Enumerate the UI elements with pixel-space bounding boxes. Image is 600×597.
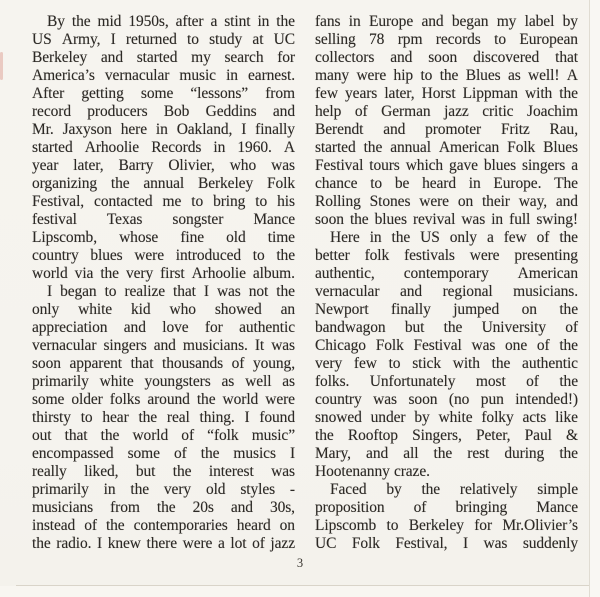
text-line: Mr. Jaxyson here in Oakland, I finally <box>32 121 295 138</box>
text-line: year later, Barry Olivier, who was <box>32 157 295 174</box>
text-line: Here in the US only a few of the <box>330 229 578 246</box>
text-line: really liked, but the interest was <box>32 463 295 480</box>
text-line: chance to be heard in Europe. The <box>315 175 578 192</box>
text-line: better folk festivals were presenting <box>315 247 578 264</box>
text-line: Berkeley and started my search for <box>32 49 295 66</box>
text-line: Faced by the relatively simple <box>330 481 578 498</box>
text-columns <box>32 13 578 553</box>
text-line: vernacular singers and musicians. It was <box>32 337 295 354</box>
scan-edge-bottom-strip <box>0 586 600 597</box>
text-line: started Arhoolie Records in 1960. A <box>32 139 295 156</box>
text-line: selling 78 rpm records to European <box>315 31 578 48</box>
text-line: Lipscomb to Berkeley for Mr.Olivier’s <box>315 517 578 534</box>
text-line: Festival, contacted me to bring to his <box>32 193 295 210</box>
text-line: I began to realize that I was not the <box>47 283 295 300</box>
text-line: fans in Europe and began my label by <box>315 13 578 30</box>
text-line: Mary, and all the rest during the <box>315 445 578 462</box>
text-line: By the mid 1950s, after a stint in the <box>47 13 295 30</box>
text-line: snowed under by white folky acts like <box>315 409 578 426</box>
text-line: appreciation and love for authentic <box>32 319 295 336</box>
text-line: few years later, Horst Lippman with the <box>315 85 578 102</box>
text-line: instead of the contemporaries heard on <box>32 517 295 534</box>
text-line: US Army, I returned to study at UC <box>32 31 295 48</box>
text-line: musicians from the 20s and 30s, <box>32 499 295 516</box>
text-line: soon the blues revival was in full swing! <box>315 211 578 228</box>
text-line: Chicago Folk Festival was one of the <box>315 337 578 354</box>
text-line: Berendt and promoter Fritz Rau, <box>315 121 578 138</box>
scan-edge-left-smudge <box>0 52 3 80</box>
text-line: America’s vernacular music in earnest. <box>32 67 295 84</box>
text-line: started the annual American Folk Blues <box>315 139 578 156</box>
text-line: thirsty to hear the real thing. I found <box>32 409 295 426</box>
text-line: country was soon (no pun intended!) <box>315 391 578 408</box>
text-line: proposition of bringing Mance <box>315 499 578 516</box>
text-line: country blues were introduced to the <box>32 247 295 264</box>
text-line: primarily white youngsters as well as <box>32 373 295 390</box>
text-line: Newport finally jumped on the <box>315 301 578 318</box>
text-line: some older folks around the world were <box>32 391 295 408</box>
page-number: 3 <box>296 556 304 570</box>
text-line: the Rooftop Singers, Peter, Paul & <box>315 427 578 444</box>
text-line: encompassed some of the musics I <box>32 445 295 462</box>
text-line: vernacular and regional musicians. <box>315 283 578 300</box>
text-line: record producers Bob Geddins and <box>32 103 295 120</box>
text-line: only white kid who showed an <box>32 301 295 318</box>
text-line: the radio. I knew there were a lot of jazz <box>32 535 295 552</box>
text-line: folks. Unfortunately most of the <box>315 373 578 390</box>
text-line: Hootenanny craze. <box>315 463 430 480</box>
text-line: Lipscomb, whose fine old time <box>32 229 295 246</box>
text-line: bandwagon but the University of <box>315 319 578 336</box>
scan-edge-right <box>589 0 600 597</box>
text-line: collectors and soon discovered that <box>315 49 578 66</box>
text-line: Rolling Stones were on their way, and <box>315 193 578 210</box>
text-line: After getting some “lessons” from <box>32 85 295 102</box>
text-line: UC Folk Festival, I was suddenly <box>315 535 578 552</box>
right-column <box>315 13 578 553</box>
text-line: organizing the annual Berkeley Folk <box>32 175 295 192</box>
text-line: very few to stick with the authentic <box>315 355 578 372</box>
text-line: authentic, contemporary American <box>315 265 578 282</box>
text-line: primarily in the very old styles - <box>32 481 295 498</box>
text-line: festival Texas songster Mance <box>32 211 295 228</box>
text-line: out that the world of “folk music” <box>32 427 295 444</box>
text-line: soon apparent that thousands of young, <box>32 355 295 372</box>
text-line: many were hip to the Blues as well! A <box>315 67 578 84</box>
scan-edge-bottom-shadow <box>16 585 590 586</box>
text-line: world via the very first Arhoolie album. <box>32 265 295 282</box>
text-line: help of German jazz critic Joachim <box>315 103 578 120</box>
text-line: Festival tours which gave blues singers a <box>315 157 578 174</box>
left-column <box>32 13 295 553</box>
